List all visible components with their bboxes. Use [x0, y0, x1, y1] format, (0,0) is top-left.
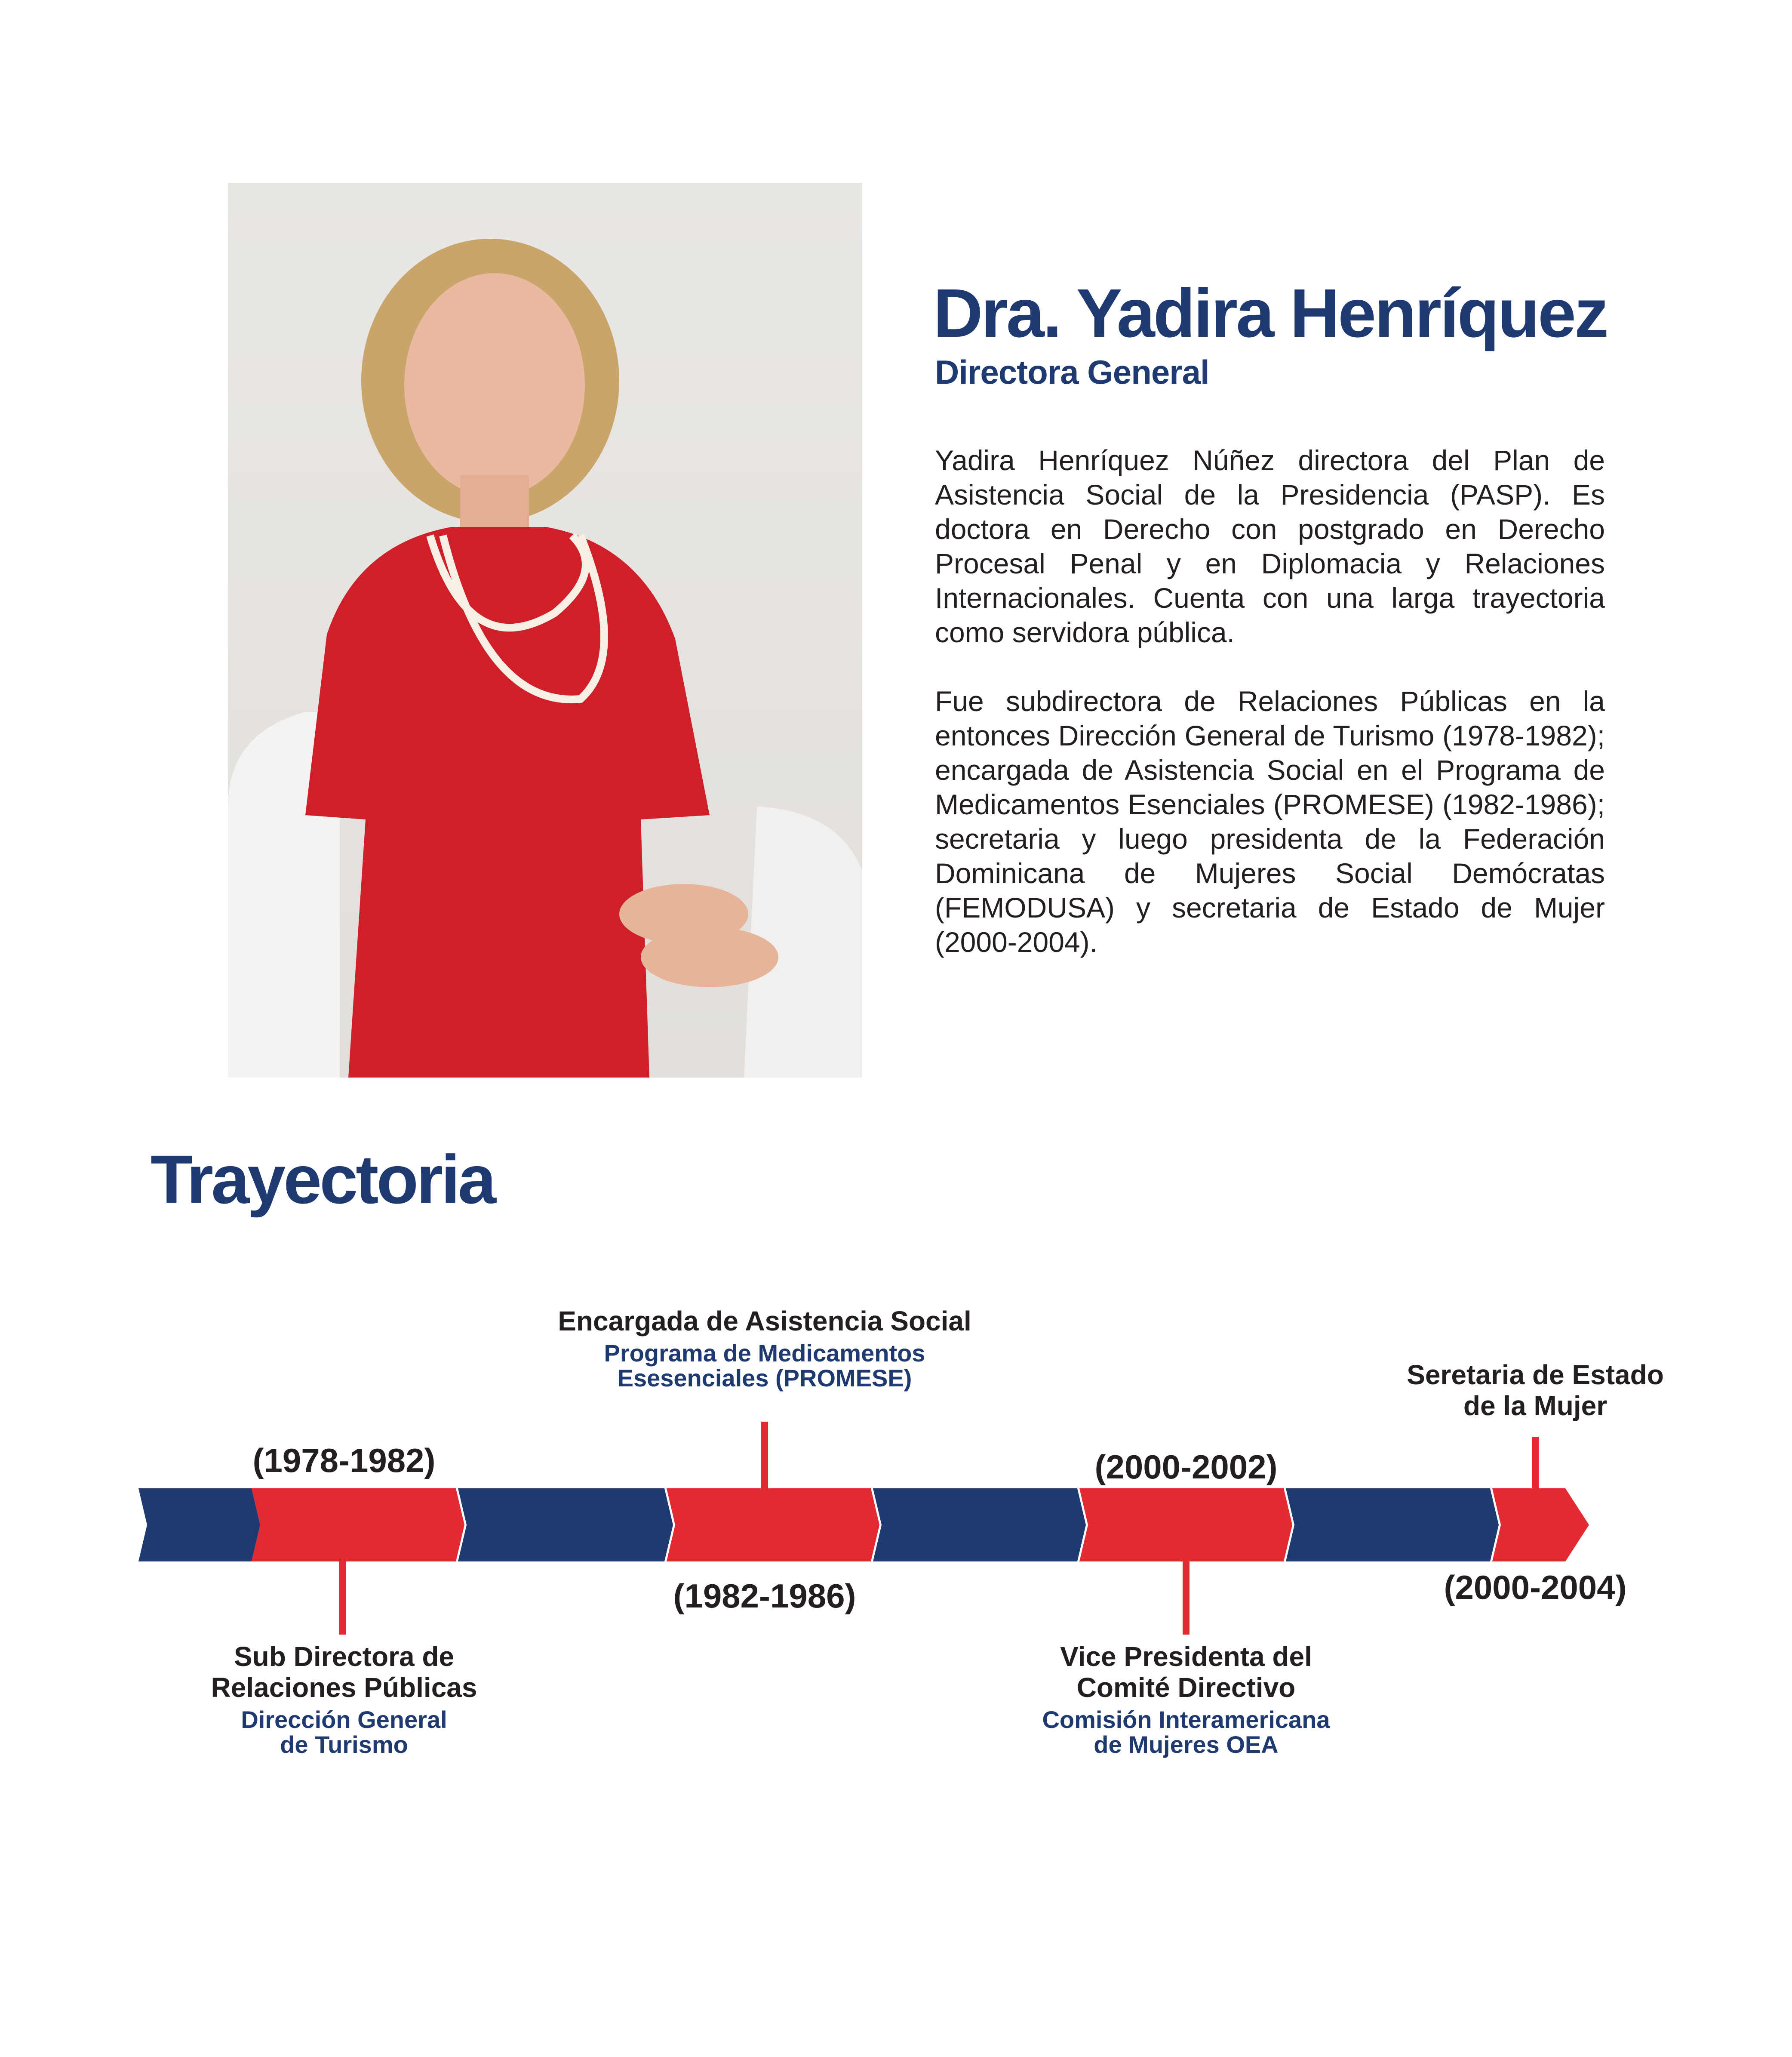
portrait-illustration [228, 183, 862, 1078]
bio-paragraph: Yadira Henríquez Núñez directora del Plan de Asistencia Social de la Presidencia (PASP). Es doctora en Derecho con postgrado en Derecho Procesal Penal y en Diplomacia y Relaciones Internacionales. Cuenta con una larga trayectoria como servidora pública. [935, 444, 1605, 648]
timeline-bar [0, 1488, 1792, 1561]
timeline-segment-navy [138, 1488, 260, 1561]
person-title: Directora General [935, 353, 1209, 391]
timeline-segment-red [1492, 1488, 1589, 1561]
timeline-year-4: (2000-2004) [1444, 1568, 1627, 1606]
portrait-photo [228, 183, 862, 1078]
connector-line [1183, 1561, 1190, 1635]
timeline-segment-red [667, 1488, 879, 1561]
entry-role: Vice Presidenta del Comité Directivo [1060, 1641, 1312, 1703]
timeline-entry-1 [211, 1641, 477, 1757]
connector-line [761, 1422, 768, 1490]
timeline-segment-navy [1286, 1488, 1499, 1561]
entry-organization: Dirección General de Turismo [241, 1706, 447, 1758]
entry-role: Encargada de Asistencia Social [558, 1306, 971, 1336]
entry-organization: Programa de Medicamentos Esesenciales (PROMESE) [604, 1340, 925, 1392]
person-name: Dra. Yadira Henríquez [933, 274, 1608, 351]
bio-paragraph: Fue subdirectora de Relaciones Públicas en la entonces Dirección General de Turismo (1978-1982); encargada de Asistencia Social en el Programa de Medicamentos Esenciales (PROMESE) (1982-1986); secretaria y luego presidenta de la Federación Dominicana de Mujeres Social Demócratas (FEMODUSA) y secretaria de Estado de Mujer (2000-2004). [935, 685, 1605, 958]
entry-organization: Comisión Interamericana de Mujeres OEA [1042, 1706, 1330, 1758]
connector-line [339, 1561, 346, 1635]
timeline-segment-navy [873, 1488, 1086, 1561]
connector-line [1532, 1437, 1539, 1490]
timeline-year-3: (2000-2002) [1094, 1448, 1278, 1486]
timeline-entry-4 [1407, 1359, 1664, 1421]
entry-role: Seretaria de Estado de la Mujer [1407, 1359, 1664, 1421]
timeline-segment-red [252, 1488, 464, 1561]
timeline-segment-red [1079, 1488, 1292, 1561]
timeline-year-2: (1982-1986) [673, 1577, 856, 1615]
timeline-entry-3 [1042, 1641, 1330, 1757]
timeline-segment-navy [458, 1488, 673, 1561]
timeline-entry-2 [558, 1306, 971, 1391]
section-title-trayectoria: Trayectoria [151, 1141, 494, 1218]
biography [935, 443, 1605, 994]
timeline-year-1: (1978-1982) [252, 1441, 436, 1479]
entry-role: Sub Directora de Relaciones Públicas [211, 1641, 477, 1703]
